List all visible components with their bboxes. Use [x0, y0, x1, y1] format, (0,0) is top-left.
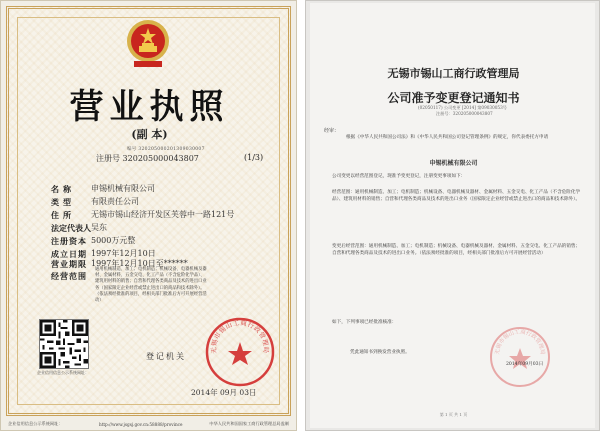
notice-reference: (02050117) 公司变更 [2014] 第09030053号	[418, 105, 507, 110]
seal-text: 无锡市锡山工商行政管理局	[494, 329, 546, 356]
notice-paragraph: 根据《中华人民共和国公司法》和《中华人民共和国公司登记管理条例》的规定，你代表委托方申请	[346, 135, 549, 140]
license-subtitle: (副 本)	[131, 128, 168, 141]
business-scope-text: 通用机械制造、加工；电机制造；机械设备、电器机械及器材、金属材料、五金交电、化工产品（不含危险化学品）、建筑用材料的销售；自营和代理各类商品及技术的进出口业务（国家限定企业经营或禁止进出口的商品和技术除外）。（依法须经批准的项目，经相关部门批准后方可开展经营活动）	[95, 267, 207, 304]
notice-salutation: 经审：	[324, 128, 340, 134]
field-value: 5000万元整	[91, 236, 136, 245]
registration-number-line	[96, 153, 199, 164]
qr-caption: 企业信用信息公示系统网址：	[37, 370, 89, 375]
field-name-row	[51, 184, 155, 194]
field-value: 无锡市锡山经济开发区芙蓉中一路121号	[91, 210, 235, 219]
change-notice-page	[305, 0, 600, 431]
notice-page-number: 第 1 页 共 1 页	[439, 412, 468, 417]
field-address-row	[51, 210, 234, 220]
registration-number-label: 注册号	[96, 154, 120, 163]
notice-organization: 无锡市锡山工商行政管理局	[387, 67, 520, 80]
field-label: 类型	[51, 197, 75, 207]
field-scope-row	[51, 271, 91, 281]
field-label: 注册资本	[51, 236, 87, 246]
national-emblem-icon	[124, 17, 172, 69]
date-year: 2014	[191, 388, 211, 397]
field-label: 法定代表人	[51, 223, 91, 233]
field-capital-row	[51, 236, 135, 246]
field-value: 申锡机械有限公司	[91, 184, 155, 193]
field-established-row	[51, 249, 156, 259]
date-month: 09	[219, 388, 230, 397]
field-label: 住所	[51, 210, 75, 220]
field-value: 吴东	[91, 223, 107, 232]
notice-registration-number: 注册号：320205000043807	[436, 111, 493, 116]
notice-paragraph: 如下，下列事项已经批准核准：	[332, 320, 397, 325]
field-value: 1997年12月10日至******	[91, 259, 188, 268]
registration-number-value: 320205000043807	[122, 154, 199, 163]
footer-url: http://www.jsgsj.gov.cn:58888/province	[99, 422, 183, 427]
official-seal-icon	[204, 316, 276, 388]
field-label: 经营范围	[51, 271, 87, 281]
official-seal-icon	[488, 325, 552, 389]
field-type-row	[51, 197, 139, 207]
notice-company-name: 申锡机械有限公司	[429, 160, 478, 167]
notice-paragraph: 经营范围：通用机械制造、加工；电机制造；机械设备、电器机械及器材、金属材料、五金交电、化工产品（不含危险化学品）、建筑用材料的销售；自营和代理各类商品及技术的进出口业务（国家限定企业经营或禁止进出口的商品和技术除外）。	[332, 190, 581, 202]
registration-authority: 登记机关	[146, 352, 186, 361]
license-serial-number: 编号 320205000201309030007	[127, 147, 205, 152]
field-label: 名称	[51, 184, 75, 194]
seal-text: 无锡市锡山工商行政管理局	[209, 318, 271, 354]
notice-paragraph: 公司变更以经营范围登记，现准予变更登记，注册变更事项如下：	[332, 174, 466, 179]
business-license-page	[0, 0, 297, 431]
notice-title: 公司准予变更登记通知书	[387, 91, 520, 105]
field-label: 成立日期	[51, 249, 87, 259]
notice-paragraph: 凭此通知书到换发营业执照。	[350, 350, 410, 355]
notice-date: 2014年09月03日	[506, 362, 544, 367]
notice-paper	[310, 3, 595, 428]
field-value: 有限责任公司	[91, 197, 139, 206]
qr-code-icon	[39, 319, 89, 369]
footer-issuer: 中华人民共和国国家工商行政管理总局监制	[209, 421, 289, 426]
field-value: 1997年12月10日	[91, 249, 156, 258]
license-issue-date: 2014年 09月 03日	[191, 388, 257, 397]
license-page-indicator: (1/3)	[244, 153, 264, 162]
field-label: 营业期限	[51, 259, 87, 269]
date-day: 03	[239, 388, 249, 397]
notice-paragraph: 变更后经营范围：通用机械制造、加工；电机制造；机械设备、电器机械及器材、金属材料、五金交电、化工产品的销售；自营和代理各类商品及技术的进出口业务。（依法须经批准的项目，经相关部门批准后方可开展经营活动）	[332, 244, 581, 256]
field-legal-rep-row	[51, 223, 107, 233]
footer-label: 企业信用信息公示系统网址：	[8, 421, 63, 426]
license-title: 营业执照	[69, 87, 230, 127]
